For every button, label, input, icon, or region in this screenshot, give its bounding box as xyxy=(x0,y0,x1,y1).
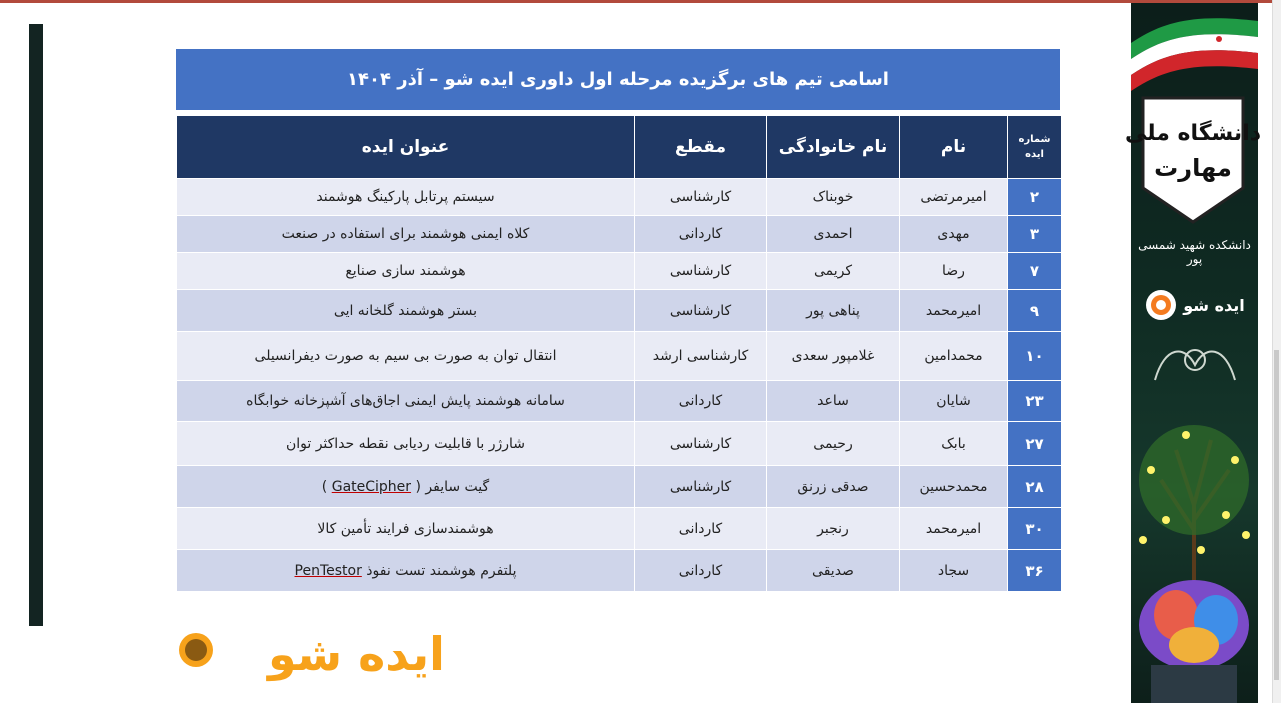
idea-english-name: GateCipher xyxy=(331,478,412,495)
degree-cell: کارشناسی ارشد xyxy=(635,332,767,381)
table-title-text: اسامی تیم های برگزیده مرحله اول داوری ایده شو – آذر ۱۴۰۴ xyxy=(347,69,889,90)
first-name-cell: امیرمحمد xyxy=(900,290,1008,332)
last-name-cell: خوبناک xyxy=(767,179,900,216)
idea-title-cell: انتقال توان به صورت بی سیم به صورت دیفرانسیلی xyxy=(177,332,635,381)
idea-title-cell: گیت سایفر ( GateCipher ) xyxy=(177,466,635,508)
degree-cell: کارشناسی xyxy=(635,422,767,466)
table-row xyxy=(177,550,1062,592)
idea-number-cell: ۳ xyxy=(1008,216,1062,253)
last-name-cell: صدقی زرنق xyxy=(767,466,900,508)
idea-title-cell: هوشمندسازی فرایند تأمین کالا xyxy=(177,508,635,550)
header-idea-number: شماره ایده xyxy=(1008,116,1062,179)
table-row xyxy=(177,216,1062,253)
degree-cell: کاردانی xyxy=(635,508,767,550)
table-row xyxy=(177,179,1062,216)
idea-number-cell: ۲۷ xyxy=(1008,422,1062,466)
last-name-cell: احمدی xyxy=(767,216,900,253)
header-last-name: نام خانوادگی xyxy=(767,116,900,179)
svg-text:مهارت: مهارت xyxy=(1154,154,1232,182)
idea-title-cell: شارژر با قابلیت ردیابی نقطه حداکثر توان xyxy=(177,422,635,466)
table-row xyxy=(177,290,1062,332)
svg-text:ایده شو: ایده شو xyxy=(268,627,445,681)
table-title xyxy=(176,49,1060,110)
first-name-cell: امیرمرتضی xyxy=(900,179,1008,216)
last-name-cell: رنجبر xyxy=(767,508,900,550)
scrollbar-thumb[interactable] xyxy=(1274,350,1279,680)
table-row xyxy=(177,422,1062,466)
idea-number-cell: ۹ xyxy=(1008,290,1062,332)
idea-title-cell: کلاه ایمنی هوشمند برای استفاده در صنعت xyxy=(177,216,635,253)
first-name-cell: محمدحسین xyxy=(900,466,1008,508)
last-name-cell: پناهی پور xyxy=(767,290,900,332)
idea-number-cell: ۳۰ xyxy=(1008,508,1062,550)
table-header-row xyxy=(177,116,1062,179)
sponsor-logos xyxy=(1144,288,1249,322)
degree-cell: کارشناسی xyxy=(635,290,767,332)
header-degree: مقطع xyxy=(635,116,767,179)
table-row xyxy=(177,253,1062,290)
left-dark-bar xyxy=(29,24,43,626)
top-accent-line xyxy=(0,0,1280,3)
svg-text:دانشگاه ملی: دانشگاه ملی xyxy=(1124,121,1262,146)
lightbulb-tree-brain-icon xyxy=(1131,410,1258,703)
first-name-cell: محمدامین xyxy=(900,332,1008,381)
idea-title-cell: سیستم پرتابل پارکینگ هوشمند xyxy=(177,179,635,216)
idea-title-cell: بستر هوشمند گلخانه ایی xyxy=(177,290,635,332)
header-idea-title: عنوان ایده xyxy=(177,116,635,179)
table-row xyxy=(177,466,1062,508)
degree-cell: کارشناسی xyxy=(635,466,767,508)
idea-number-cell: ۲ xyxy=(1008,179,1062,216)
idea-show-logo xyxy=(28,625,445,685)
header-first-name: نام xyxy=(900,116,1008,179)
idea-number-cell: ۲۸ xyxy=(1008,466,1062,508)
table-row xyxy=(177,381,1062,422)
svg-text:ایده شو: ایده شو xyxy=(1183,296,1245,315)
last-name-cell: غلامپور سعدی xyxy=(767,332,900,381)
degree-cell: کارشناسی xyxy=(635,179,767,216)
degree-cell: کارشناسی xyxy=(635,253,767,290)
last-name-cell: صدیقی xyxy=(767,550,900,592)
first-name-cell: رضا xyxy=(900,253,1008,290)
idea-english-name: PenTestor xyxy=(294,562,362,579)
last-name-cell: ساعد xyxy=(767,381,900,422)
university-logo xyxy=(1124,88,1262,226)
first-name-cell: بابک xyxy=(900,422,1008,466)
idea-number-cell: ۳۶ xyxy=(1008,550,1062,592)
last-name-cell: رحیمی xyxy=(767,422,900,466)
table-row xyxy=(177,332,1062,381)
faculty-name: دانشکده شهید شمسی پور xyxy=(1138,238,1251,266)
iran-flag-ribbon-icon xyxy=(1131,3,1258,93)
idea-number-cell: ۲۳ xyxy=(1008,381,1062,422)
idea-title-cell: سامانه هوشمند پایش ایمنی اجاق‌های آشپزخانه خوابگاه xyxy=(177,381,635,422)
first-name-cell: امیرمحمد xyxy=(900,508,1008,550)
idea-number-cell: ۷ xyxy=(1008,253,1062,290)
teams-table xyxy=(176,115,1062,592)
table-row xyxy=(177,508,1062,550)
idea-title-cell: پلتفرم هوشمند تست نفوذ PenTestor xyxy=(177,550,635,592)
degree-cell: کاردانی xyxy=(635,381,767,422)
first-name-cell: سجاد xyxy=(900,550,1008,592)
idea-title-cell: هوشمند سازی صنایع xyxy=(177,253,635,290)
degree-cell: کاردانی xyxy=(635,216,767,253)
last-name-cell: کریمی xyxy=(767,253,900,290)
degree-cell: کاردانی xyxy=(635,550,767,592)
first-name-cell: مهدی xyxy=(900,216,1008,253)
first-name-cell: شایان xyxy=(900,381,1008,422)
idea-number-cell: ۱۰ xyxy=(1008,332,1062,381)
emblem-logo-icon xyxy=(1145,340,1245,390)
